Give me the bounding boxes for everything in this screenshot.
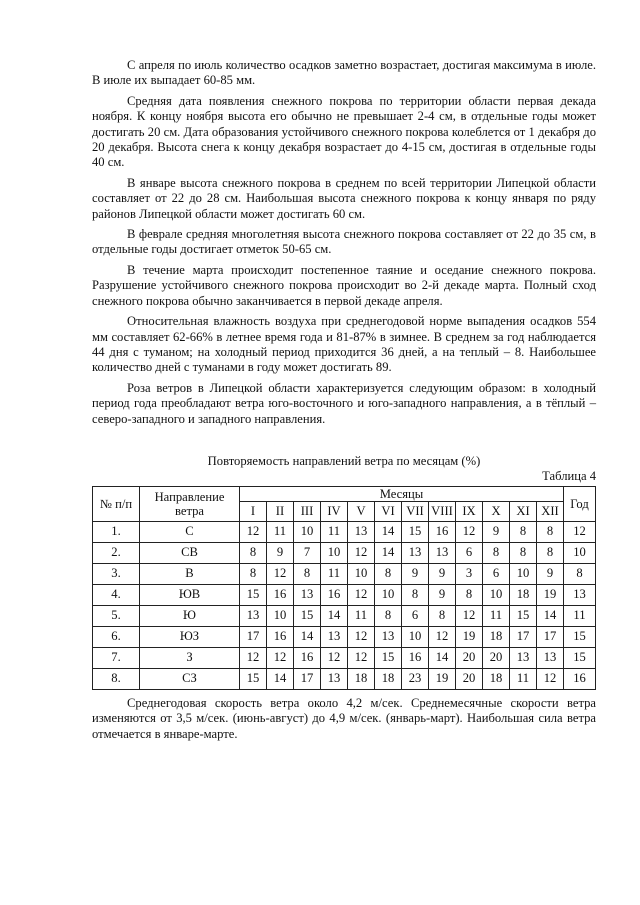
month-value: 12: [348, 647, 375, 668]
month-header: II: [267, 501, 294, 521]
month-value: 8: [240, 563, 267, 584]
month-value: 6: [402, 605, 429, 626]
row-number: 8.: [93, 668, 140, 689]
paragraph: В течение марта происходит постепенное таяние и оседание снежного покрова. Разрушение устойчивого снежного покрова происходит во 2-й декаде марта. Полный сход снежного покрова обычно заканчивается в первой декаде апреля.: [92, 262, 596, 308]
paragraph: С апреля по июль количество осадков заметно возрастает, достигая максимума в июле. В июле их выпадает 60-85 мм.: [92, 58, 596, 88]
month-value: 12: [348, 626, 375, 647]
paragraph: В феврале средняя многолетняя высота снежного покрова составляет от 22 до 35 см, в отдельные годы достигает отметок 50-65 см.: [92, 227, 596, 257]
month-value: 12: [240, 647, 267, 668]
month-value: 20: [456, 668, 483, 689]
row-direction: СВ: [140, 542, 240, 563]
month-value: 16: [294, 647, 321, 668]
paragraph: Средняя дата появления снежного покрова по территории области первая декада ноября. К концу ноября высота его обычно не превышает 2-4 см, в отдельные годы может достигать 20 см. Дата образования устойчивого снежного покрова колеблется от 1 декабря до 20 декабря. Высота снега к концу декабря возрастает до 4-15 см, достигая в отдельные годы 40 см.: [92, 93, 596, 170]
month-value: 15: [240, 584, 267, 605]
row-direction: С: [140, 521, 240, 542]
table-row: [93, 605, 596, 626]
month-value: 9: [402, 563, 429, 584]
month-value: 19: [456, 626, 483, 647]
year-value: 15: [564, 626, 596, 647]
row-number: 7.: [93, 647, 140, 668]
month-value: 14: [294, 626, 321, 647]
month-header: XI: [510, 501, 537, 521]
row-number: 3.: [93, 563, 140, 584]
month-value: 12: [456, 521, 483, 542]
row-direction: ЮЗ: [140, 626, 240, 647]
month-value: 9: [429, 584, 456, 605]
paragraph: Роза ветров в Липецкой области характеризуется следующим образом: в холодный период года преобладают ветра юго-восточного и юго-западного направления, а в тёплый – северо-западного и западного направления.: [92, 380, 596, 426]
month-value: 17: [294, 668, 321, 689]
month-value: 10: [294, 521, 321, 542]
month-value: 13: [240, 605, 267, 626]
month-value: 15: [294, 605, 321, 626]
month-value: 8: [537, 542, 564, 563]
month-header: XII: [537, 501, 564, 521]
month-value: 12: [267, 563, 294, 584]
month-value: 20: [483, 647, 510, 668]
table-row: [93, 521, 596, 542]
month-header: VII: [402, 501, 429, 521]
month-value: 13: [402, 542, 429, 563]
table-row: [93, 584, 596, 605]
row-direction: З: [140, 647, 240, 668]
month-value: 8: [510, 521, 537, 542]
month-value: 11: [483, 605, 510, 626]
month-value: 13: [510, 647, 537, 668]
month-value: 16: [321, 584, 348, 605]
year-value: 8: [564, 563, 596, 584]
month-value: 12: [429, 626, 456, 647]
row-number: 6.: [93, 626, 140, 647]
month-value: 10: [402, 626, 429, 647]
document-page: [92, 58, 596, 742]
header-number: № п/п: [93, 486, 140, 521]
month-value: 16: [429, 521, 456, 542]
month-value: 8: [375, 563, 402, 584]
month-value: 11: [510, 668, 537, 689]
table-title: Повторяемость направлений ветра по месяцам (%): [207, 453, 481, 468]
month-value: 8: [240, 542, 267, 563]
row-direction: СЗ: [140, 668, 240, 689]
month-header: VIII: [429, 501, 456, 521]
month-value: 8: [402, 584, 429, 605]
month-value: 3: [456, 563, 483, 584]
month-header: III: [294, 501, 321, 521]
month-value: 10: [267, 605, 294, 626]
row-direction: Ю: [140, 605, 240, 626]
year-value: 11: [564, 605, 596, 626]
month-value: 13: [294, 584, 321, 605]
month-value: 9: [267, 542, 294, 563]
month-value: 14: [321, 605, 348, 626]
table-row: [93, 668, 596, 689]
month-header: I: [240, 501, 267, 521]
month-value: 17: [510, 626, 537, 647]
month-value: 8: [510, 542, 537, 563]
month-value: 15: [375, 647, 402, 668]
month-value: 13: [348, 521, 375, 542]
row-number: 1.: [93, 521, 140, 542]
month-header: VI: [375, 501, 402, 521]
month-value: 14: [375, 521, 402, 542]
month-value: 13: [321, 626, 348, 647]
month-value: 17: [240, 626, 267, 647]
month-value: 6: [456, 542, 483, 563]
month-value: 19: [429, 668, 456, 689]
month-value: 9: [483, 521, 510, 542]
month-value: 16: [267, 626, 294, 647]
month-value: 17: [537, 626, 564, 647]
wind-speed-paragraph: Среднегодовая скорость ветра около 4,2 м/сек. Среднемесячные скорости ветра изменяются от 3,5 м/сек. (июнь-август) до 4,9 м/сек. (январь-март). Наибольшая сила ветра отмечается в январе-марте.: [92, 695, 596, 741]
month-value: 10: [348, 563, 375, 584]
table-row: [93, 647, 596, 668]
month-value: 12: [348, 584, 375, 605]
row-direction: В: [140, 563, 240, 584]
month-value: 7: [294, 542, 321, 563]
month-value: 13: [537, 647, 564, 668]
month-header: IV: [321, 501, 348, 521]
month-value: 11: [321, 521, 348, 542]
month-value: 12: [348, 542, 375, 563]
month-value: 12: [456, 605, 483, 626]
month-value: 10: [483, 584, 510, 605]
month-value: 9: [537, 563, 564, 584]
month-value: 15: [510, 605, 537, 626]
month-header: IX: [456, 501, 483, 521]
month-value: 20: [456, 647, 483, 668]
table-row: [93, 542, 596, 563]
month-value: 11: [267, 521, 294, 542]
header-year: Год: [564, 486, 596, 521]
row-number: 5.: [93, 605, 140, 626]
month-value: 6: [483, 563, 510, 584]
month-value: 8: [429, 605, 456, 626]
month-value: 14: [267, 668, 294, 689]
table-row: [93, 626, 596, 647]
month-value: 8: [456, 584, 483, 605]
month-value: 10: [375, 584, 402, 605]
header-months: Месяцы: [240, 486, 564, 501]
year-value: 10: [564, 542, 596, 563]
month-value: 8: [483, 542, 510, 563]
month-value: 11: [321, 563, 348, 584]
month-value: 13: [429, 542, 456, 563]
paragraph: Относительная влажность воздуха при среднегодовой норме выпадения осадков 554 мм составляет 62-66% в летнее время года и 81-87% в зимнее. В среднем за год наблюдается 44 дня с туманом; на холодный период приходится 36 дней, а на теплый – 8. Наибольшее количество дней с туманами в году может достигать 89.: [92, 314, 596, 375]
month-value: 18: [348, 668, 375, 689]
month-value: 14: [375, 542, 402, 563]
month-value: 13: [375, 626, 402, 647]
month-value: 12: [537, 668, 564, 689]
month-value: 13: [321, 668, 348, 689]
row-number: 2.: [93, 542, 140, 563]
month-value: 14: [537, 605, 564, 626]
month-value: 14: [429, 647, 456, 668]
month-value: 10: [510, 563, 537, 584]
month-header: X: [483, 501, 510, 521]
year-value: 12: [564, 521, 596, 542]
month-value: 8: [537, 521, 564, 542]
month-header: V: [348, 501, 375, 521]
month-value: 8: [294, 563, 321, 584]
month-value: 11: [348, 605, 375, 626]
month-value: 18: [375, 668, 402, 689]
month-value: 9: [429, 563, 456, 584]
month-value: 15: [402, 521, 429, 542]
month-value: 15: [240, 668, 267, 689]
row-direction: ЮВ: [140, 584, 240, 605]
month-value: 10: [321, 542, 348, 563]
header-direction: Направление ветра: [140, 486, 240, 521]
month-value: 18: [483, 626, 510, 647]
year-value: 15: [564, 647, 596, 668]
month-value: 19: [537, 584, 564, 605]
month-value: 18: [510, 584, 537, 605]
month-value: 12: [240, 521, 267, 542]
year-value: 16: [564, 668, 596, 689]
month-value: 12: [321, 647, 348, 668]
table-label: Таблица 4: [542, 468, 596, 483]
month-value: 23: [402, 668, 429, 689]
table-body: [93, 521, 596, 689]
month-value: 18: [483, 668, 510, 689]
wind-direction-table: [92, 486, 596, 690]
month-value: 16: [402, 647, 429, 668]
paragraph: В январе высота снежного покрова в среднем по всей территории Липецкой области составляет от 22 до 28 см. Наибольшая высота снежного покрова к концу января по ряду районов Липецкой области может достигать 60 см.: [92, 175, 596, 221]
month-value: 12: [267, 647, 294, 668]
year-value: 13: [564, 584, 596, 605]
table-row: [93, 563, 596, 584]
row-number: 4.: [93, 584, 140, 605]
body-text: [92, 58, 596, 427]
month-value: 16: [267, 584, 294, 605]
month-value: 8: [375, 605, 402, 626]
